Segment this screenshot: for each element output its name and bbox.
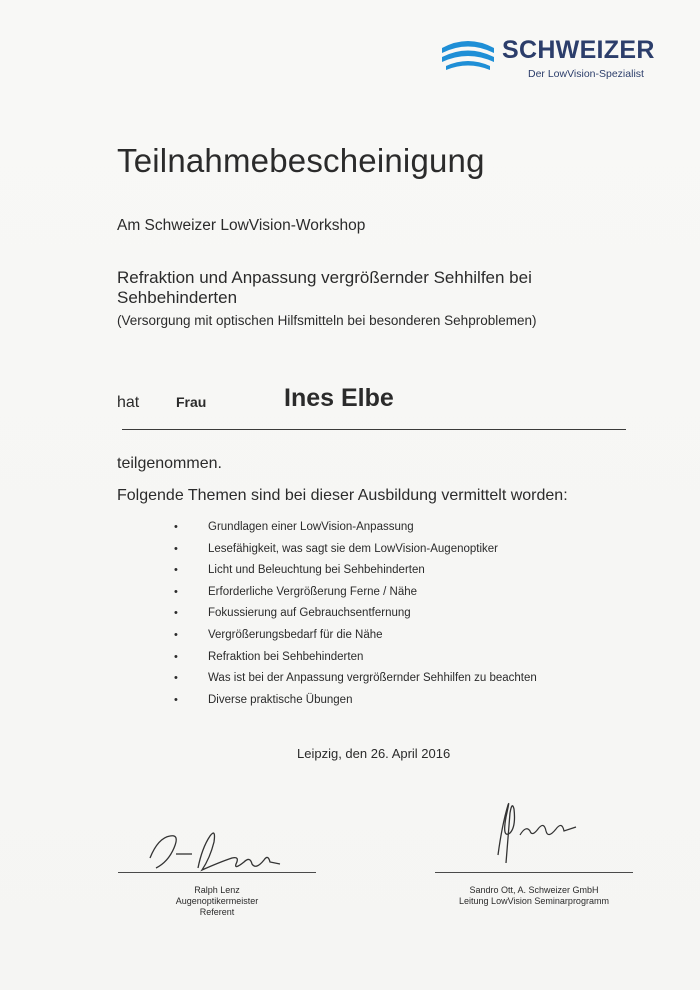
salutation: Frau: [176, 394, 207, 410]
wave-logo-icon: [440, 36, 496, 72]
list-item: [170, 543, 537, 565]
signer-left-function: Referent: [199, 907, 235, 917]
participated-text: teilgenommen.: [117, 455, 222, 472]
signer-left-role: Augenoptikermeister: [175, 896, 259, 906]
signature-left-image: [140, 818, 300, 878]
brand-name: SCHWEIZER: [502, 36, 655, 64]
signer-right-role: Leitung LowVision Seminarprogramm: [459, 896, 609, 906]
bullet-icon: •: [174, 672, 178, 685]
place-date: Leipzig, den 26. April 2016: [297, 746, 451, 761]
list-item: [170, 564, 537, 586]
signature-line-right: [435, 872, 633, 873]
name-underline: [122, 429, 626, 430]
course-title: Refraktion und Anpassung vergrößernder Sehhilfen bei Sehbehinderten: [117, 268, 532, 307]
list-item: [170, 586, 537, 608]
bullet-icon: •: [174, 628, 178, 641]
topic-text: Grundlagen einer LowVision-Anpassung: [208, 521, 414, 533]
certificate-title: Teilnahmebescheinigung: [117, 142, 485, 179]
bullet-icon: •: [174, 650, 178, 663]
topic-text: Lesefähigkeit, was sagt sie dem LowVision-Augenoptiker: [208, 542, 499, 555]
signature-line-left: [118, 872, 316, 873]
topic-text: Fokussierung auf Gebrauchsentfernung: [208, 607, 411, 620]
topic-text: Refraktion bei Sehbehinderten: [208, 650, 364, 663]
signature-right-image: [480, 795, 590, 870]
list-item: [170, 607, 537, 629]
signer-left: [118, 885, 316, 918]
bullet-icon: •: [174, 693, 178, 706]
list-item: [170, 521, 537, 543]
brand-tagline: Der LowVision-Spezialist: [528, 68, 644, 80]
topic-text: Erforderliche Vergrößerung Ferne / Nähe: [208, 585, 418, 598]
bullet-icon: •: [174, 564, 178, 577]
list-item: [170, 651, 537, 673]
brand-logo: [440, 32, 670, 92]
workshop-line: Am Schweizer LowVision-Workshop: [117, 217, 366, 234]
bullet-icon: •: [174, 607, 178, 620]
topics-list: [170, 521, 537, 715]
course-subtitle: (Versorgung mit optischen Hilfsmitteln bei besonderen Sehproblemen): [117, 313, 537, 328]
topics-intro: Folgende Themen sind bei dieser Ausbildung vermittelt worden:: [117, 487, 568, 504]
topic-text: Diverse praktische Übungen: [208, 693, 353, 706]
topic-text: Licht und Beleuchtung bei Sehbehinderten: [208, 564, 425, 577]
topic-text: Was ist bei der Anpassung vergrößernder Sehhilfen zu beachten: [208, 672, 537, 685]
signer-left-name: Ralph Lenz: [194, 885, 240, 895]
topic-text: Vergrößerungsbedarf für die Nähe: [208, 628, 383, 641]
hat-word: hat: [117, 394, 140, 411]
signer-right-name: Sandro Ott, A. Schweizer GmbH: [469, 885, 599, 895]
bullet-icon: •: [174, 542, 178, 555]
bullet-icon: •: [174, 521, 178, 533]
list-item: [170, 629, 537, 651]
participant-name: Ines Elbe: [284, 384, 394, 412]
list-item: [170, 694, 537, 716]
list-item: [170, 672, 537, 694]
signer-right: [425, 885, 643, 907]
bullet-icon: •: [174, 585, 178, 598]
